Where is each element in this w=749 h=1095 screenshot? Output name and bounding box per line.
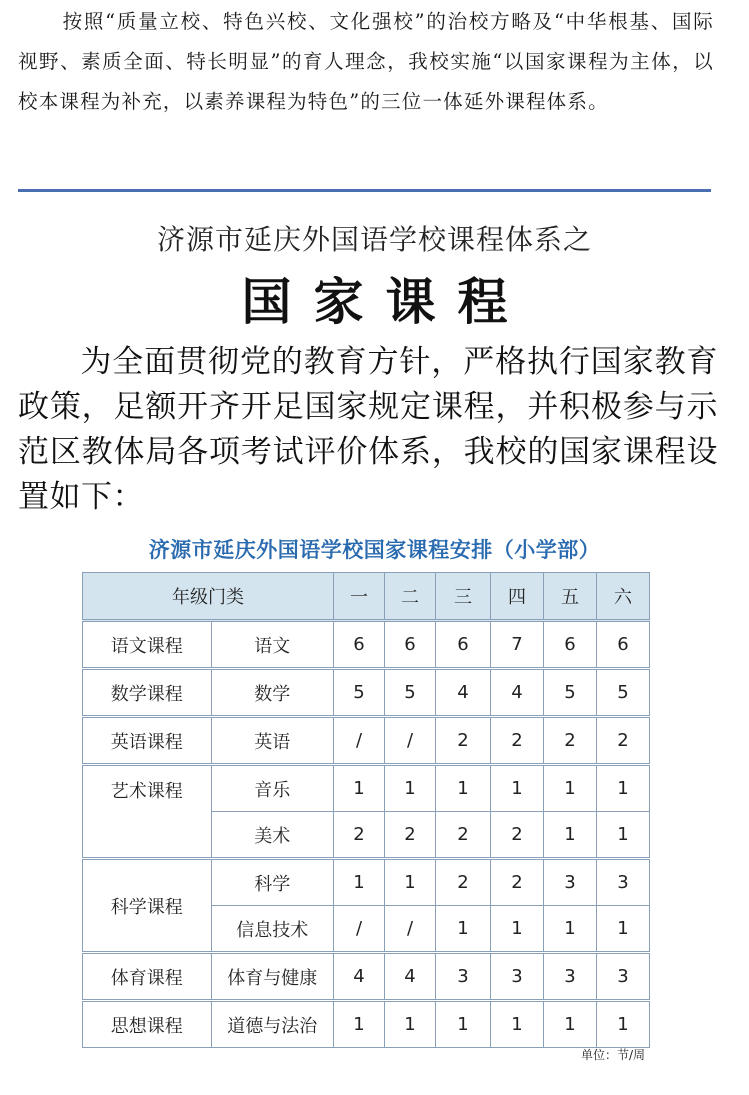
- header-grade-1: 一: [334, 573, 385, 621]
- hours-cell: 4: [436, 669, 491, 717]
- category-cell: 数学课程: [83, 669, 212, 717]
- category-cell: 英语课程: [83, 717, 212, 765]
- hours-cell: 1: [385, 765, 436, 812]
- table-row: [83, 717, 650, 765]
- hours-cell: 1: [491, 906, 544, 953]
- hours-cell: 2: [436, 859, 491, 906]
- hours-cell: /: [334, 717, 385, 765]
- hours-cell: 5: [544, 669, 597, 717]
- header-grade-6: 六: [597, 573, 650, 621]
- hours-cell: 1: [436, 906, 491, 953]
- section-title: 国家课程: [241, 272, 530, 331]
- hours-cell: 1: [334, 859, 385, 906]
- table-row: [83, 621, 650, 669]
- header-grade-category: 年级门类: [83, 573, 334, 621]
- hours-cell: 2: [334, 812, 385, 859]
- table-caption: 济源市延庆外国语学校国家课程安排（小学部）: [148, 537, 601, 562]
- hours-cell: 5: [597, 669, 650, 717]
- hours-cell: /: [385, 906, 436, 953]
- hours-cell: /: [334, 906, 385, 953]
- hours-cell: 2: [436, 717, 491, 765]
- hours-cell: 2: [491, 812, 544, 859]
- hours-cell: 1: [597, 906, 650, 953]
- table-row: [83, 765, 650, 812]
- hours-cell: 1: [334, 1001, 385, 1048]
- hours-cell: 1: [385, 859, 436, 906]
- course-schedule-table: [82, 572, 650, 1048]
- hours-cell: 7: [491, 621, 544, 669]
- hours-cell: 1: [544, 1001, 597, 1048]
- header-grade-2: 二: [385, 573, 436, 621]
- subject-cell: 道德与法治: [211, 1001, 333, 1048]
- hours-cell: 5: [385, 669, 436, 717]
- hours-cell: 1: [544, 906, 597, 953]
- hours-cell: 1: [436, 1001, 491, 1048]
- hours-cell: 3: [544, 859, 597, 906]
- hours-cell: 2: [385, 812, 436, 859]
- subject-cell: 美术: [211, 812, 333, 859]
- hours-cell: 6: [385, 621, 436, 669]
- hours-cell: 1: [597, 765, 650, 812]
- hours-cell: 4: [491, 669, 544, 717]
- hours-cell: 3: [597, 859, 650, 906]
- section-divider: [18, 189, 711, 192]
- hours-cell: 6: [597, 621, 650, 669]
- subject-cell: 英语: [211, 717, 333, 765]
- subject-cell: 数学: [211, 669, 333, 717]
- subject-cell: 科学: [211, 859, 333, 906]
- category-cell: 体育课程: [83, 953, 212, 1001]
- hours-cell: /: [385, 717, 436, 765]
- unit-note: 单位：节/周: [581, 1048, 646, 1062]
- hours-cell: 6: [544, 621, 597, 669]
- hours-cell: 6: [334, 621, 385, 669]
- header-grade-5: 五: [544, 573, 597, 621]
- table-row: [83, 669, 650, 717]
- hours-cell: 5: [334, 669, 385, 717]
- subject-cell: 音乐: [211, 765, 333, 812]
- hours-cell: 2: [436, 812, 491, 859]
- hours-cell: 2: [491, 717, 544, 765]
- hours-cell: 3: [491, 953, 544, 1001]
- intro-paragraph: [18, 2, 714, 122]
- header-grade-4: 四: [491, 573, 544, 621]
- category-cell: 语文课程: [83, 621, 212, 669]
- table-row: [83, 953, 650, 1001]
- hours-cell: 1: [436, 765, 491, 812]
- hours-cell: 1: [491, 1001, 544, 1048]
- hours-cell: 2: [544, 717, 597, 765]
- hours-cell: 3: [597, 953, 650, 1001]
- header-grade-3: 三: [436, 573, 491, 621]
- section-subtitle: 济源市延庆外国语学校课程体系之: [156, 223, 592, 256]
- table-header-row: [83, 573, 650, 621]
- hours-cell: 1: [385, 1001, 436, 1048]
- category-cell: 科学课程: [83, 859, 212, 953]
- hours-cell: 1: [597, 812, 650, 859]
- hours-cell: 2: [491, 859, 544, 906]
- hours-cell: 1: [597, 1001, 650, 1048]
- body-text: 为全面贯彻党的教育方针，严格执行国家教育政策，足额开齐开足国家规定课程，并积极参与示范区教体局各项考试评价体系，我校的国家课程设置如下：: [18, 344, 718, 515]
- hours-cell: 3: [436, 953, 491, 1001]
- hours-cell: 1: [544, 812, 597, 859]
- hours-cell: 4: [334, 953, 385, 1001]
- hours-cell: 2: [597, 717, 650, 765]
- hours-cell: 1: [544, 765, 597, 812]
- body-paragraph: [18, 340, 718, 520]
- table-row: [83, 859, 650, 906]
- hours-cell: 1: [334, 765, 385, 812]
- hours-cell: 1: [491, 765, 544, 812]
- intro-text: 按照“质量立校、特色兴校、文化强校”的治校方略及“中华根基、国际视野、素质全面、特长明显”的育人理念，我校实施“以国家课程为主体，以校本课程为补充，以素养课程为特色”的三位一体延外课程体系。: [18, 10, 714, 113]
- hours-cell: 4: [385, 953, 436, 1001]
- hours-cell: 3: [544, 953, 597, 1001]
- category-cell: 艺术课程: [83, 765, 212, 859]
- subject-cell: 语文: [211, 621, 333, 669]
- subject-cell: 信息技术: [211, 906, 333, 953]
- hours-cell: 6: [436, 621, 491, 669]
- subject-cell: 体育与健康: [211, 953, 333, 1001]
- table-row: [83, 1001, 650, 1048]
- category-cell: 思想课程: [83, 1001, 212, 1048]
